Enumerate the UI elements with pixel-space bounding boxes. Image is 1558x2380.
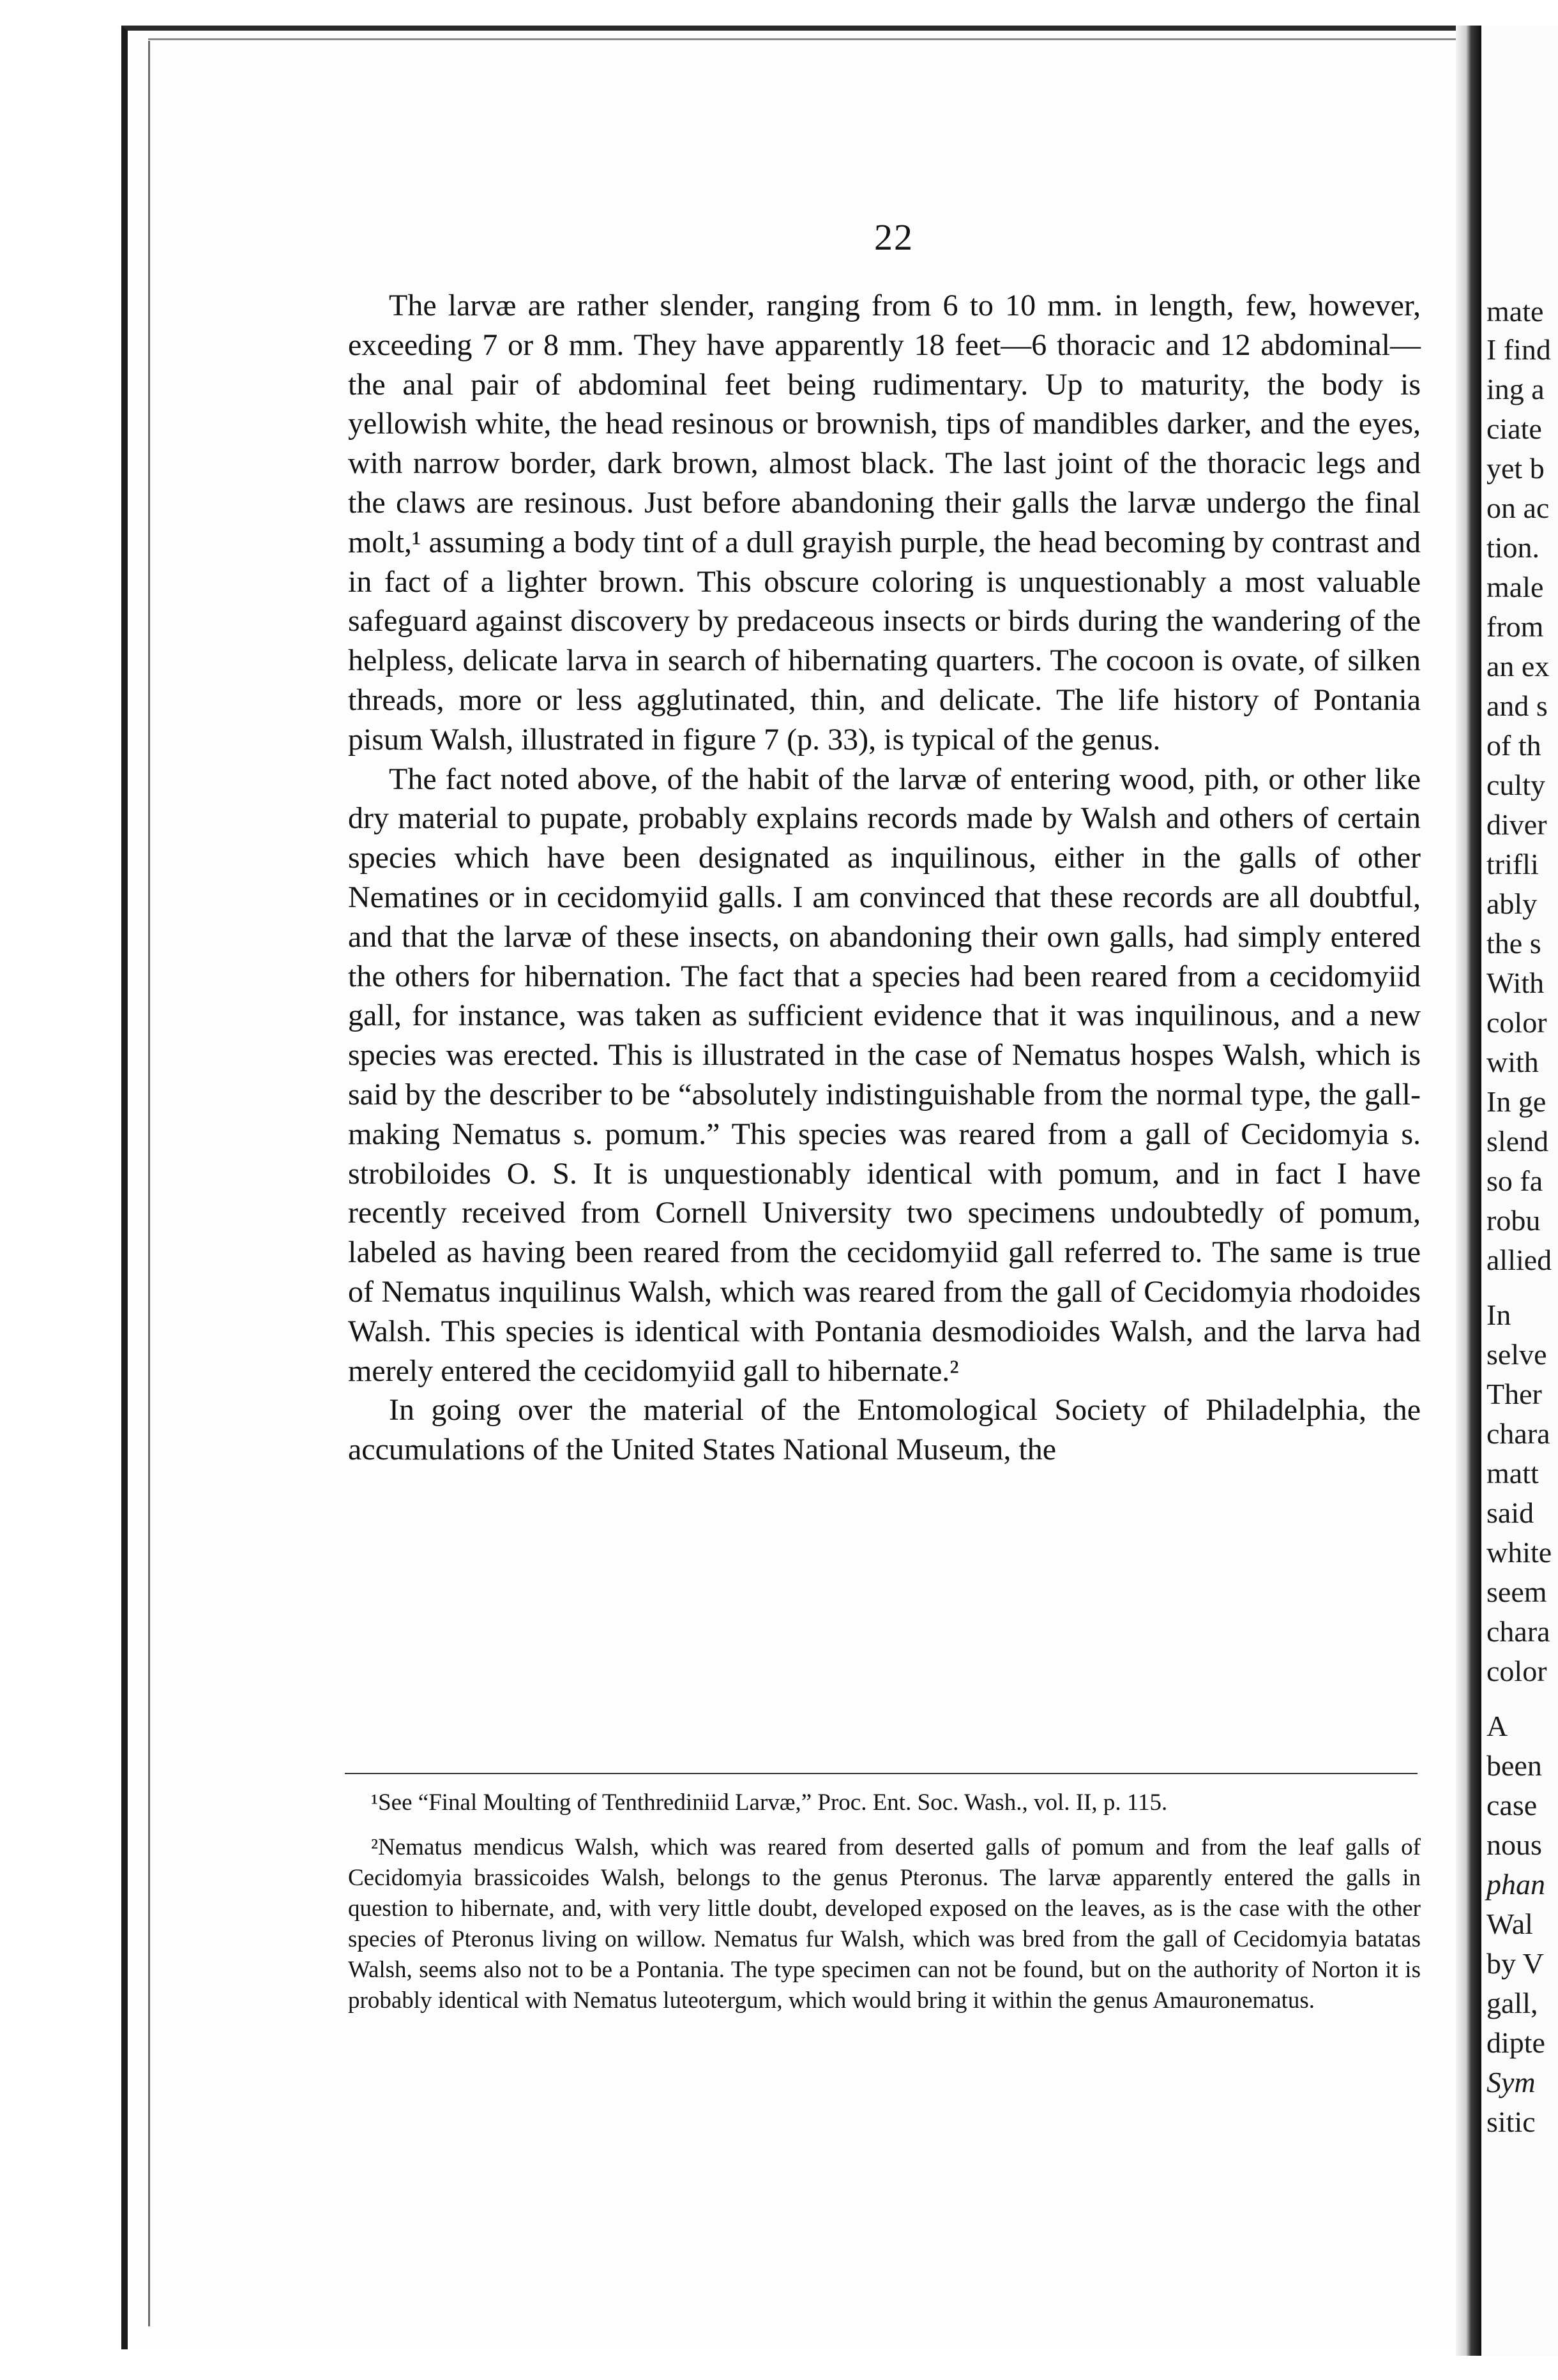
facing-line: diver bbox=[1486, 808, 1547, 841]
facing-line: With bbox=[1486, 967, 1545, 999]
facing-line: robu bbox=[1486, 1204, 1541, 1237]
facing-line: slend bbox=[1486, 1125, 1549, 1157]
footnote-divider bbox=[345, 1773, 1418, 1774]
book-gutter-shadow bbox=[1456, 26, 1481, 2356]
page-number: 22 bbox=[874, 216, 914, 258]
facing-line: said bbox=[1486, 1496, 1534, 1529]
facing-line: phan bbox=[1486, 1868, 1545, 1901]
facing-line: chara bbox=[1486, 1615, 1550, 1648]
body-text bbox=[348, 286, 1421, 1470]
facing-line: sitic bbox=[1486, 2105, 1536, 2138]
facing-line: yet b bbox=[1486, 452, 1545, 485]
facing-line: allied bbox=[1486, 1244, 1552, 1276]
facing-line: case bbox=[1486, 1789, 1538, 1821]
footnote-2: ²Nematus mendicus Walsh, which was reared from deserted galls of pomum and from the leaf galls of Cecidomyia brassicoides Walsh, belongs to the genus Pteronus. The larvæ apparently entered the galls in question to hibernate, and, with very little doubt, developed exposed on the leaves, as is the case with the other species of Pteronus living on willow. Nematus fur Walsh, which was bred from the gall of Cecidomyia batatas Walsh, seems also not to be a Pontania. The type specimen can not be found, but on the authority of Norton it is probably identical with Nematus luteotergum, which would bring it within the genus Amauronematus. bbox=[348, 1834, 1421, 2014]
facing-line: white bbox=[1486, 1536, 1552, 1569]
page-border-top bbox=[148, 38, 1457, 40]
facing-line: A bbox=[1486, 1710, 1508, 1742]
facing-line: been bbox=[1486, 1749, 1542, 1782]
facing-line: an ex bbox=[1486, 650, 1550, 682]
facing-line: culty bbox=[1486, 769, 1545, 801]
facing-line: In ge bbox=[1486, 1085, 1547, 1118]
facing-line: tion. bbox=[1486, 531, 1540, 564]
facing-line: so fa bbox=[1486, 1164, 1543, 1197]
footnote-1: ¹See “Final Moulting of Tenthrediniid Larvæ,” Proc. Ent. Soc. Wash., vol. II, p. 115. bbox=[371, 1789, 1168, 1816]
facing-line: by V bbox=[1486, 1947, 1544, 1980]
facing-line: trifli bbox=[1486, 848, 1539, 880]
facing-line: Sym bbox=[1486, 2066, 1536, 2098]
facing-line: matt bbox=[1486, 1457, 1539, 1489]
facing-line: the s bbox=[1486, 927, 1541, 960]
facing-line: Ther bbox=[1486, 1378, 1542, 1410]
facing-line: male bbox=[1486, 571, 1544, 603]
facing-line: I find bbox=[1486, 333, 1551, 366]
facing-line: ably bbox=[1486, 887, 1538, 920]
facing-line: from bbox=[1486, 610, 1544, 643]
facing-line: color bbox=[1486, 1655, 1547, 1687]
paragraph-inquilinous-records: The fact noted above, of the habit of the larvæ of entering wood, pith, or other like dry material to pupate, probably explains records made by Walsh and others of certain species which have been designated as inquilinous, either in the galls of other Nematines or in cecidomyiid galls. I am convinced that these records are all doubtful, and that the larvæ of these insects, on abandoning their own galls, had simply entered the others for hibernation. The fact that a species had been reared from a cecidomyiid gall, for instance, was taken as sufficient evidence that it was inquilinous, and a new species was erected. This is illustrated in the case of Nematus hospes Walsh, which is said by the describer to be “absolutely indistinguishable from the normal type, the gall-making Nematus s. pomum.” This species was reared from a gall of Cecidomyia s. strobiloides O. S. It is unquestionably identical with pomum, and in fact I have recently received from Cornell University two specimens undoubtedly of pomum, labeled as having been reared from the cecidomyiid gall referred to. The same is true of Nematus inquilinus Walsh, which was reared from the gall of Cecidomyia rhodoides Walsh. This species is identical with Pontania desmodioides Walsh, and the larva had merely entered the cecidomyiid gall to hibernate.² bbox=[348, 762, 1421, 1388]
footnotes bbox=[348, 1788, 1421, 2030]
facing-line: Wal bbox=[1486, 1908, 1533, 1940]
facing-line: of th bbox=[1486, 729, 1541, 762]
facing-line: with bbox=[1486, 1046, 1539, 1078]
facing-line: In bbox=[1486, 1299, 1511, 1331]
facing-page-edge bbox=[1481, 26, 1558, 2356]
facing-line: chara bbox=[1486, 1417, 1550, 1450]
facing-line: color bbox=[1486, 1006, 1547, 1039]
facing-line: mate bbox=[1486, 295, 1544, 328]
facing-line: seem bbox=[1486, 1576, 1547, 1608]
paragraph-larvae-description: The larvæ are rather slender, ranging from 6 to 10 mm. in length, few, however, exceeding 7 or 8 mm. They have apparently 18 feet—6 thoracic and 12 abdominal—the anal pair of abdominal feet being rudimentary. Up to maturity, the body is yellowish white, the head resinous or brownish, tips of mandibles darker, and the eyes, with narrow border, dark brown, almost black. The last joint of the thoracic legs and the claws are resinous. Just before abandoning their galls the larvæ undergo the final molt,¹ assuming a body tint of a dull grayish purple, the head becoming by contrast and in fact of a lighter brown. This obscure coloring is unquestionably a most valuable safeguard against discovery by predaceous insects or birds during the wandering of the helpless, delicate larva in search of hibernating quarters. The cocoon is ovate, of silken threads, more or less agglutinated, thin, and delicate. The life history of Pontania pisum Walsh, illustrated in figure 7 (p. 33), is typical of the genus. bbox=[348, 289, 1421, 757]
facing-line: ciate bbox=[1486, 412, 1542, 445]
facing-line: ing a bbox=[1486, 373, 1545, 405]
paragraph-material-review: In going over the material of the Entomological Society of Philadelphia, the accumulations of the United States National Museum, the bbox=[348, 1393, 1421, 1467]
page-border-left bbox=[148, 41, 150, 2326]
facing-line: on ac bbox=[1486, 492, 1550, 524]
facing-line: selve bbox=[1486, 1338, 1547, 1371]
facing-line: gall, bbox=[1486, 1987, 1538, 2019]
facing-line: dipte bbox=[1486, 2026, 1545, 2059]
facing-line: and s bbox=[1486, 689, 1548, 722]
facing-line: nous bbox=[1486, 1828, 1542, 1861]
